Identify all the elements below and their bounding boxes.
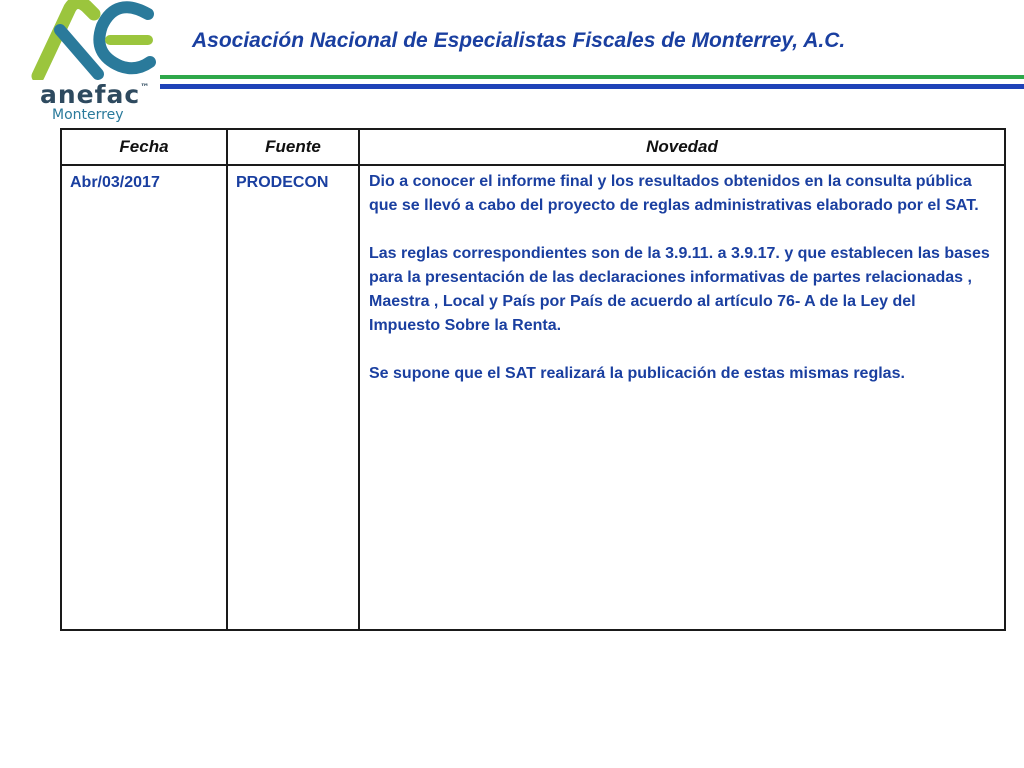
novedad-paragraph: Las reglas correspondientes son de la 3.9.11. a 3.9.17. y que establecen las bases para la presentación de las declaraciones informativas de partes relacionadas , Maestra , Local y País por País de acuerdo al artículo 76- A de la Ley del Impuesto Sobre la Renta.	[369, 245, 990, 334]
table-header-row	[61, 129, 1005, 165]
cell-fecha: Abr/03/2017	[61, 165, 227, 630]
ae-monogram-icon	[30, 0, 160, 80]
header-fuente: Fuente	[227, 129, 359, 165]
logo-brand-text: anefac™	[40, 80, 150, 109]
cell-novedad	[359, 165, 1005, 630]
anefac-logo	[30, 0, 160, 128]
header-fecha: Fecha	[61, 129, 227, 165]
page-title: Asociación Nacional de Especialistas Fiscales de Monterrey, A.C.	[192, 29, 846, 52]
logo-city-text: Monterrey	[52, 107, 124, 123]
header-divider-blue	[160, 84, 1024, 89]
header-novedad: Novedad	[359, 129, 1005, 165]
cell-fuente: PRODECON	[227, 165, 359, 630]
news-table	[60, 128, 1006, 631]
novedad-paragraph: Se supone que el SAT realizará la publicación de estas mismas reglas.	[369, 365, 905, 382]
table-row	[61, 165, 1005, 630]
novedad-paragraph: Dio a conocer el informe final y los resultados obtenidos en la consulta pública que se llevó a cabo del proyecto de reglas administrativas elaborado por el SAT.	[369, 173, 979, 214]
header-divider-green	[160, 75, 1024, 79]
